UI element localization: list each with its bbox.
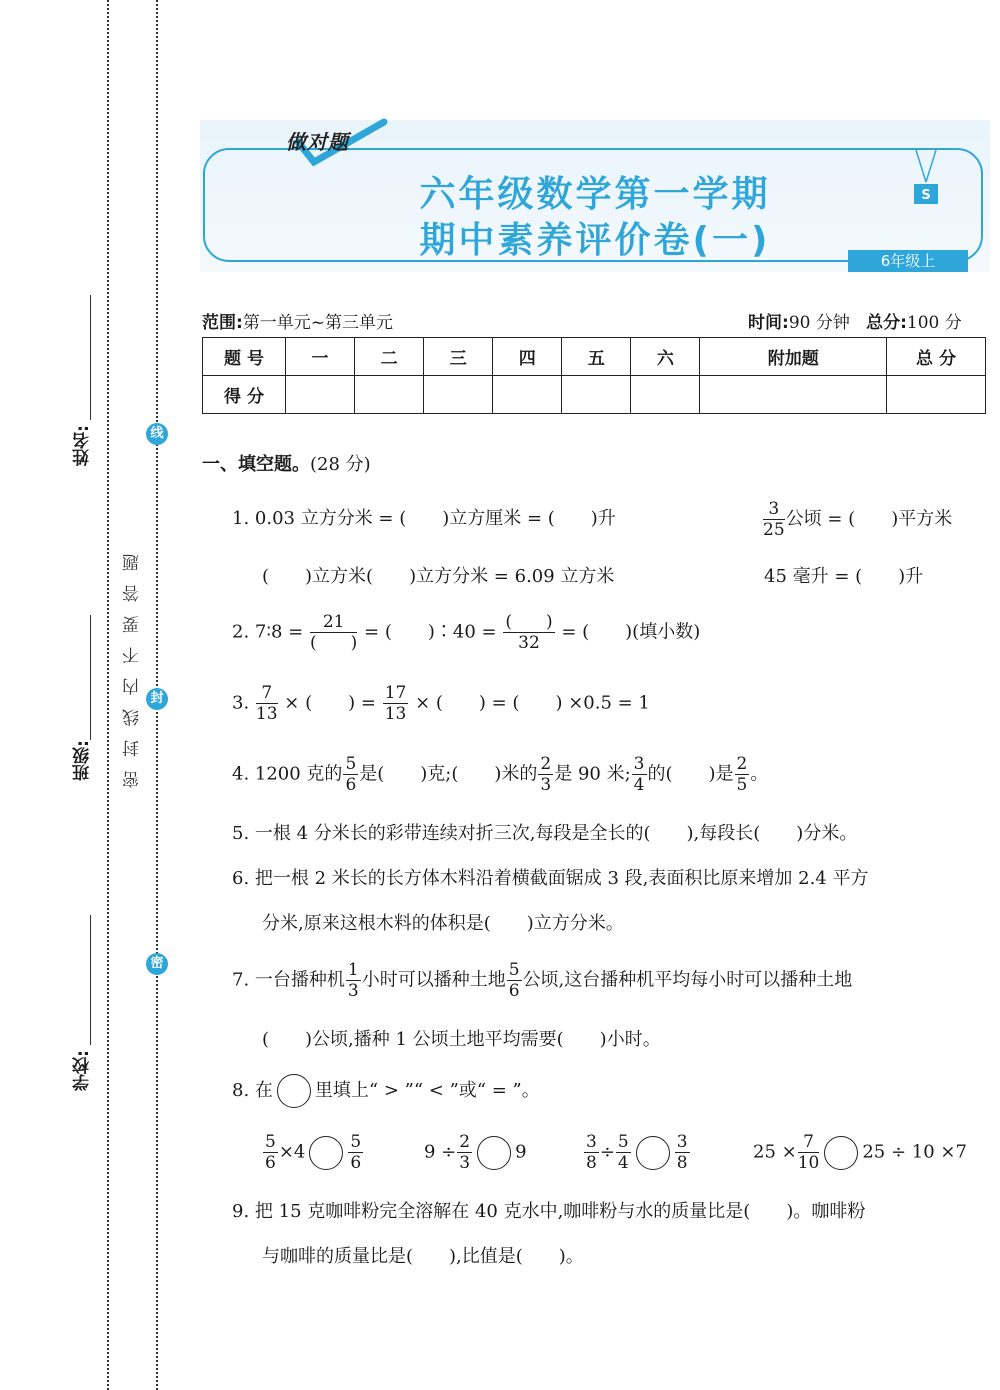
score-cell[interactable] — [355, 376, 424, 414]
time-value: 90 分钟 — [788, 313, 850, 333]
question-9b: 与咖啡的质量比是( ),比值是( )。 — [262, 1246, 584, 1267]
question-3: 3. $\frac{7}{13}$ × ( ) = $\frac{17}{13}$ × ( ) = ( ) ×0.5 = 1 — [232, 683, 650, 724]
question-8-expr-1: $\frac{5}{6}$ ×4 $\frac{5}{6}$ — [265, 1132, 362, 1173]
school-underline — [90, 915, 91, 1045]
compare-circle[interactable] — [824, 1136, 858, 1170]
question-7a: 7. 一台播种机 $\frac{1}{3}$ 小时可以播种土地 $\frac{5}{6}$ 公顷,这台播种机平均每小时可以播种土地 — [232, 960, 853, 1001]
score-table-score-row — [203, 376, 986, 414]
page-title-line1: 六年级数学第一学期 — [419, 174, 771, 215]
tag-letter: S — [921, 188, 931, 203]
badge-title: 做对题 — [286, 130, 349, 154]
question-8: 8. 在 里填上“ > ”“ < ”或“ = ”。 — [232, 1074, 540, 1108]
time-label: 时间: — [748, 313, 789, 333]
row-label-cell: 得 分 — [203, 376, 286, 414]
compare-circle[interactable] — [309, 1136, 343, 1170]
name-label: 姓名: — [73, 425, 93, 466]
grade-badge: 6年级上 — [848, 250, 968, 272]
question-6b: 分米,原来这根木料的体积是( )立方分米。 — [262, 913, 624, 934]
header-cell: 五 — [562, 338, 631, 376]
header-cell: 二 — [355, 338, 424, 376]
header-cell: 一 — [286, 338, 355, 376]
compare-circle[interactable] — [477, 1136, 511, 1170]
score-cell[interactable] — [631, 376, 700, 414]
class-underline — [90, 615, 91, 740]
score-table-header-row — [203, 338, 986, 376]
score-cell[interactable] — [493, 376, 562, 414]
score-cell[interactable] — [424, 376, 493, 414]
scope-value: 第一单元~第三单元 — [242, 313, 394, 333]
score-cell[interactable] — [286, 376, 355, 414]
school-label: 学校: — [73, 1050, 93, 1091]
binding-line-outer — [107, 0, 109, 1390]
score-cell[interactable] — [562, 376, 631, 414]
question-7b: ( )公顷,播种 1 公顷土地平均需要( )小时。 — [262, 1029, 661, 1050]
total-score-label: 总分: — [866, 313, 907, 333]
question-4: 4. 1200 克的 $\frac{5}{6}$ 是( )克;( )米的 $\frac{2}{3}$ 是 90 米; $\frac{3}{4}$ 的( )是 $\frac{2}{5}$ 。 — [232, 754, 769, 795]
question-6a: 6. 把一根 2 米长的长方体木料沿着横截面锯成 3 段,表面积比原来增加 2.4 平方 — [232, 868, 869, 889]
question-8-expr-4: 25 × $\frac{7}{10}$ 25 ÷ 10 ×7 — [753, 1132, 967, 1173]
seal-xian-icon: 线 — [146, 423, 168, 445]
question-2: 2. 7∶8 = 21 ( ) = ( )∶40 = ( ) 32 = ( )(填小数) — [232, 612, 701, 653]
seal-feng-icon: 封 — [146, 688, 168, 710]
header-cell: 总 分 — [887, 338, 986, 376]
header-cell: 六 — [631, 338, 700, 376]
header-cell: 四 — [493, 338, 562, 376]
question-9a: 9. 把 15 克咖啡粉完全溶解在 40 克水中,咖啡粉与水的质量比是( )。咖啡粉 — [232, 1201, 866, 1222]
class-label: 班级: — [73, 740, 93, 781]
total-score-value: 100 分 — [906, 313, 962, 333]
header-cell: 题 号 — [203, 338, 286, 376]
score-cell[interactable] — [700, 376, 887, 414]
score-table — [202, 337, 986, 414]
score-cell[interactable] — [887, 376, 986, 414]
scope-label: 范围: — [202, 313, 243, 333]
scope-info — [202, 308, 393, 333]
name-underline — [90, 295, 91, 420]
seal-warning-text: 密封线内不要答题 — [123, 540, 143, 788]
header-cell: 附加题 — [700, 338, 887, 376]
hanging-tag-icon — [911, 150, 941, 206]
question-1c: ( )立方米( )立方分米 = 6.09 立方米 — [262, 566, 615, 587]
time-score-info — [748, 308, 962, 333]
header-cell: 三 — [424, 338, 493, 376]
question-8-expr-3: $\frac{3}{8}$ ÷ $\frac{5}{4}$ $\frac{3}{8}$ — [586, 1132, 688, 1173]
question-5: 5. 一根 4 分米长的彩带连续对折三次,每段是全长的( ),每段长( )分米。 — [232, 823, 858, 844]
question-1a: 1. 0.03 立方分米 = ( )立方厘米 = ( )升 — [232, 508, 616, 529]
compare-circle[interactable] — [636, 1136, 670, 1170]
page-title-line2: 期中素养评价卷(一) — [419, 220, 771, 261]
question-1b: $\frac{3}{25}$ 公顷 = ( )平方米 — [763, 499, 953, 540]
question-1d: 45 毫升 = ( )升 — [764, 566, 924, 587]
circle-blank-icon — [277, 1074, 311, 1108]
section-1-title: 一、填空题。(28 分) — [202, 454, 371, 475]
seal-mi-icon: 密 — [146, 953, 168, 975]
question-8-expr-2: 9 ÷ $\frac{2}{3}$ 9 — [424, 1132, 527, 1173]
